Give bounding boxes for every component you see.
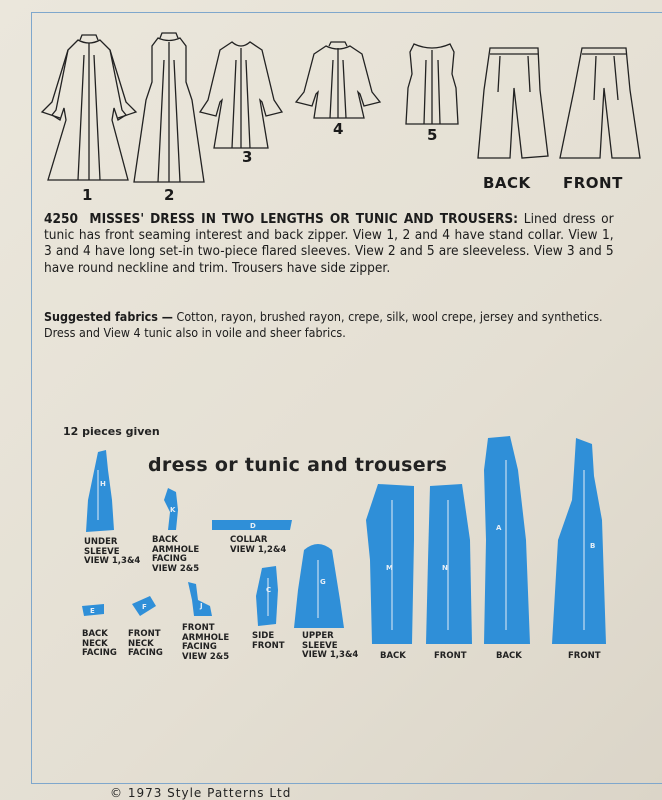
label-collar: COLLAR VIEW 1,2&4 <box>230 535 287 555</box>
letter-front-armhole: J <box>200 602 203 610</box>
fabrics-label: Suggested fabrics — <box>44 310 173 324</box>
letter-back-armhole: K <box>170 506 176 514</box>
letter-side-front: C <box>266 586 272 594</box>
copyright-line: © 1973 Style Patterns Ltd <box>110 786 292 800</box>
label-back-neck-facing: BACK NECK FACING <box>82 629 117 658</box>
trousers-back-label: BACK <box>483 174 531 192</box>
view-number-4: 4 <box>333 120 344 138</box>
description-text: Lined dress or tunic has front seaming interest and back zipper. View 1, 2 and 4 have stand collar. View 1, 3 and 4 have long set-in two-piece flared sleeves. View 2 and 5 are sleeveless. View 3 and 5 have round neckline and trim. Trousers have side zipper. <box>44 212 614 276</box>
piece-side-front <box>256 566 278 626</box>
letter-back-neck: E <box>90 607 95 615</box>
label-front-armhole-facing: FRONT ARMHOLE FACING VIEW 2&5 <box>182 623 230 662</box>
letter-dress-front: B <box>590 542 596 550</box>
piece-under-sleeve <box>86 450 114 532</box>
label-dress-back: BACK <box>496 651 522 661</box>
label-trouser-front: FRONT <box>434 651 467 661</box>
label-side-front: SIDE FRONT <box>252 631 285 651</box>
label-under-sleeve: UNDER SLEEVE VIEW 1,3&4 <box>84 537 141 566</box>
pieces-subtitle: dress or tunic and trousers <box>148 454 448 476</box>
view-number-1: 1 <box>82 186 93 204</box>
piece-dress-front <box>552 438 606 644</box>
pieces-count: 12 pieces given <box>63 425 160 438</box>
label-front-neck-facing: FRONT NECK FACING <box>128 629 163 658</box>
view-number-2: 2 <box>164 186 175 204</box>
view-number-5: 5 <box>427 126 438 144</box>
trousers-front-label: FRONT <box>563 174 623 192</box>
pattern-title: MISSES' DRESS IN TWO LENGTHS OR TUNIC AND TROUSERS: <box>89 212 519 227</box>
letter-dress-back: A <box>496 524 502 532</box>
label-back-armhole-facing: BACK ARMHOLE FACING VIEW 2&5 <box>152 535 200 574</box>
piece-trouser-front <box>426 484 472 644</box>
label-dress-front: FRONT <box>568 651 601 661</box>
letter-upper-sleeve: G <box>320 578 326 586</box>
view-number-3: 3 <box>242 148 253 166</box>
piece-front-armhole-facing <box>188 582 212 616</box>
piece-dress-back <box>484 436 530 644</box>
fabrics-text: Cotton, rayon, brushed rayon, crepe, silk, wool crepe, jersey and synthetics. Dress and View 4 tunic also in voile and sheer fabrics. <box>44 310 603 340</box>
piece-upper-sleeve <box>294 544 344 628</box>
letter-collar: D <box>250 522 256 530</box>
label-upper-sleeve: UPPER SLEEVE VIEW 1,3&4 <box>302 631 359 660</box>
pattern-number: 4250 <box>44 212 79 227</box>
letter-trouser-front: N <box>442 564 448 572</box>
letter-under-sleeve: H <box>100 480 106 488</box>
letter-trouser-back: M <box>386 564 393 572</box>
label-trouser-back: BACK <box>380 651 406 661</box>
letter-front-neck: F <box>142 603 147 611</box>
